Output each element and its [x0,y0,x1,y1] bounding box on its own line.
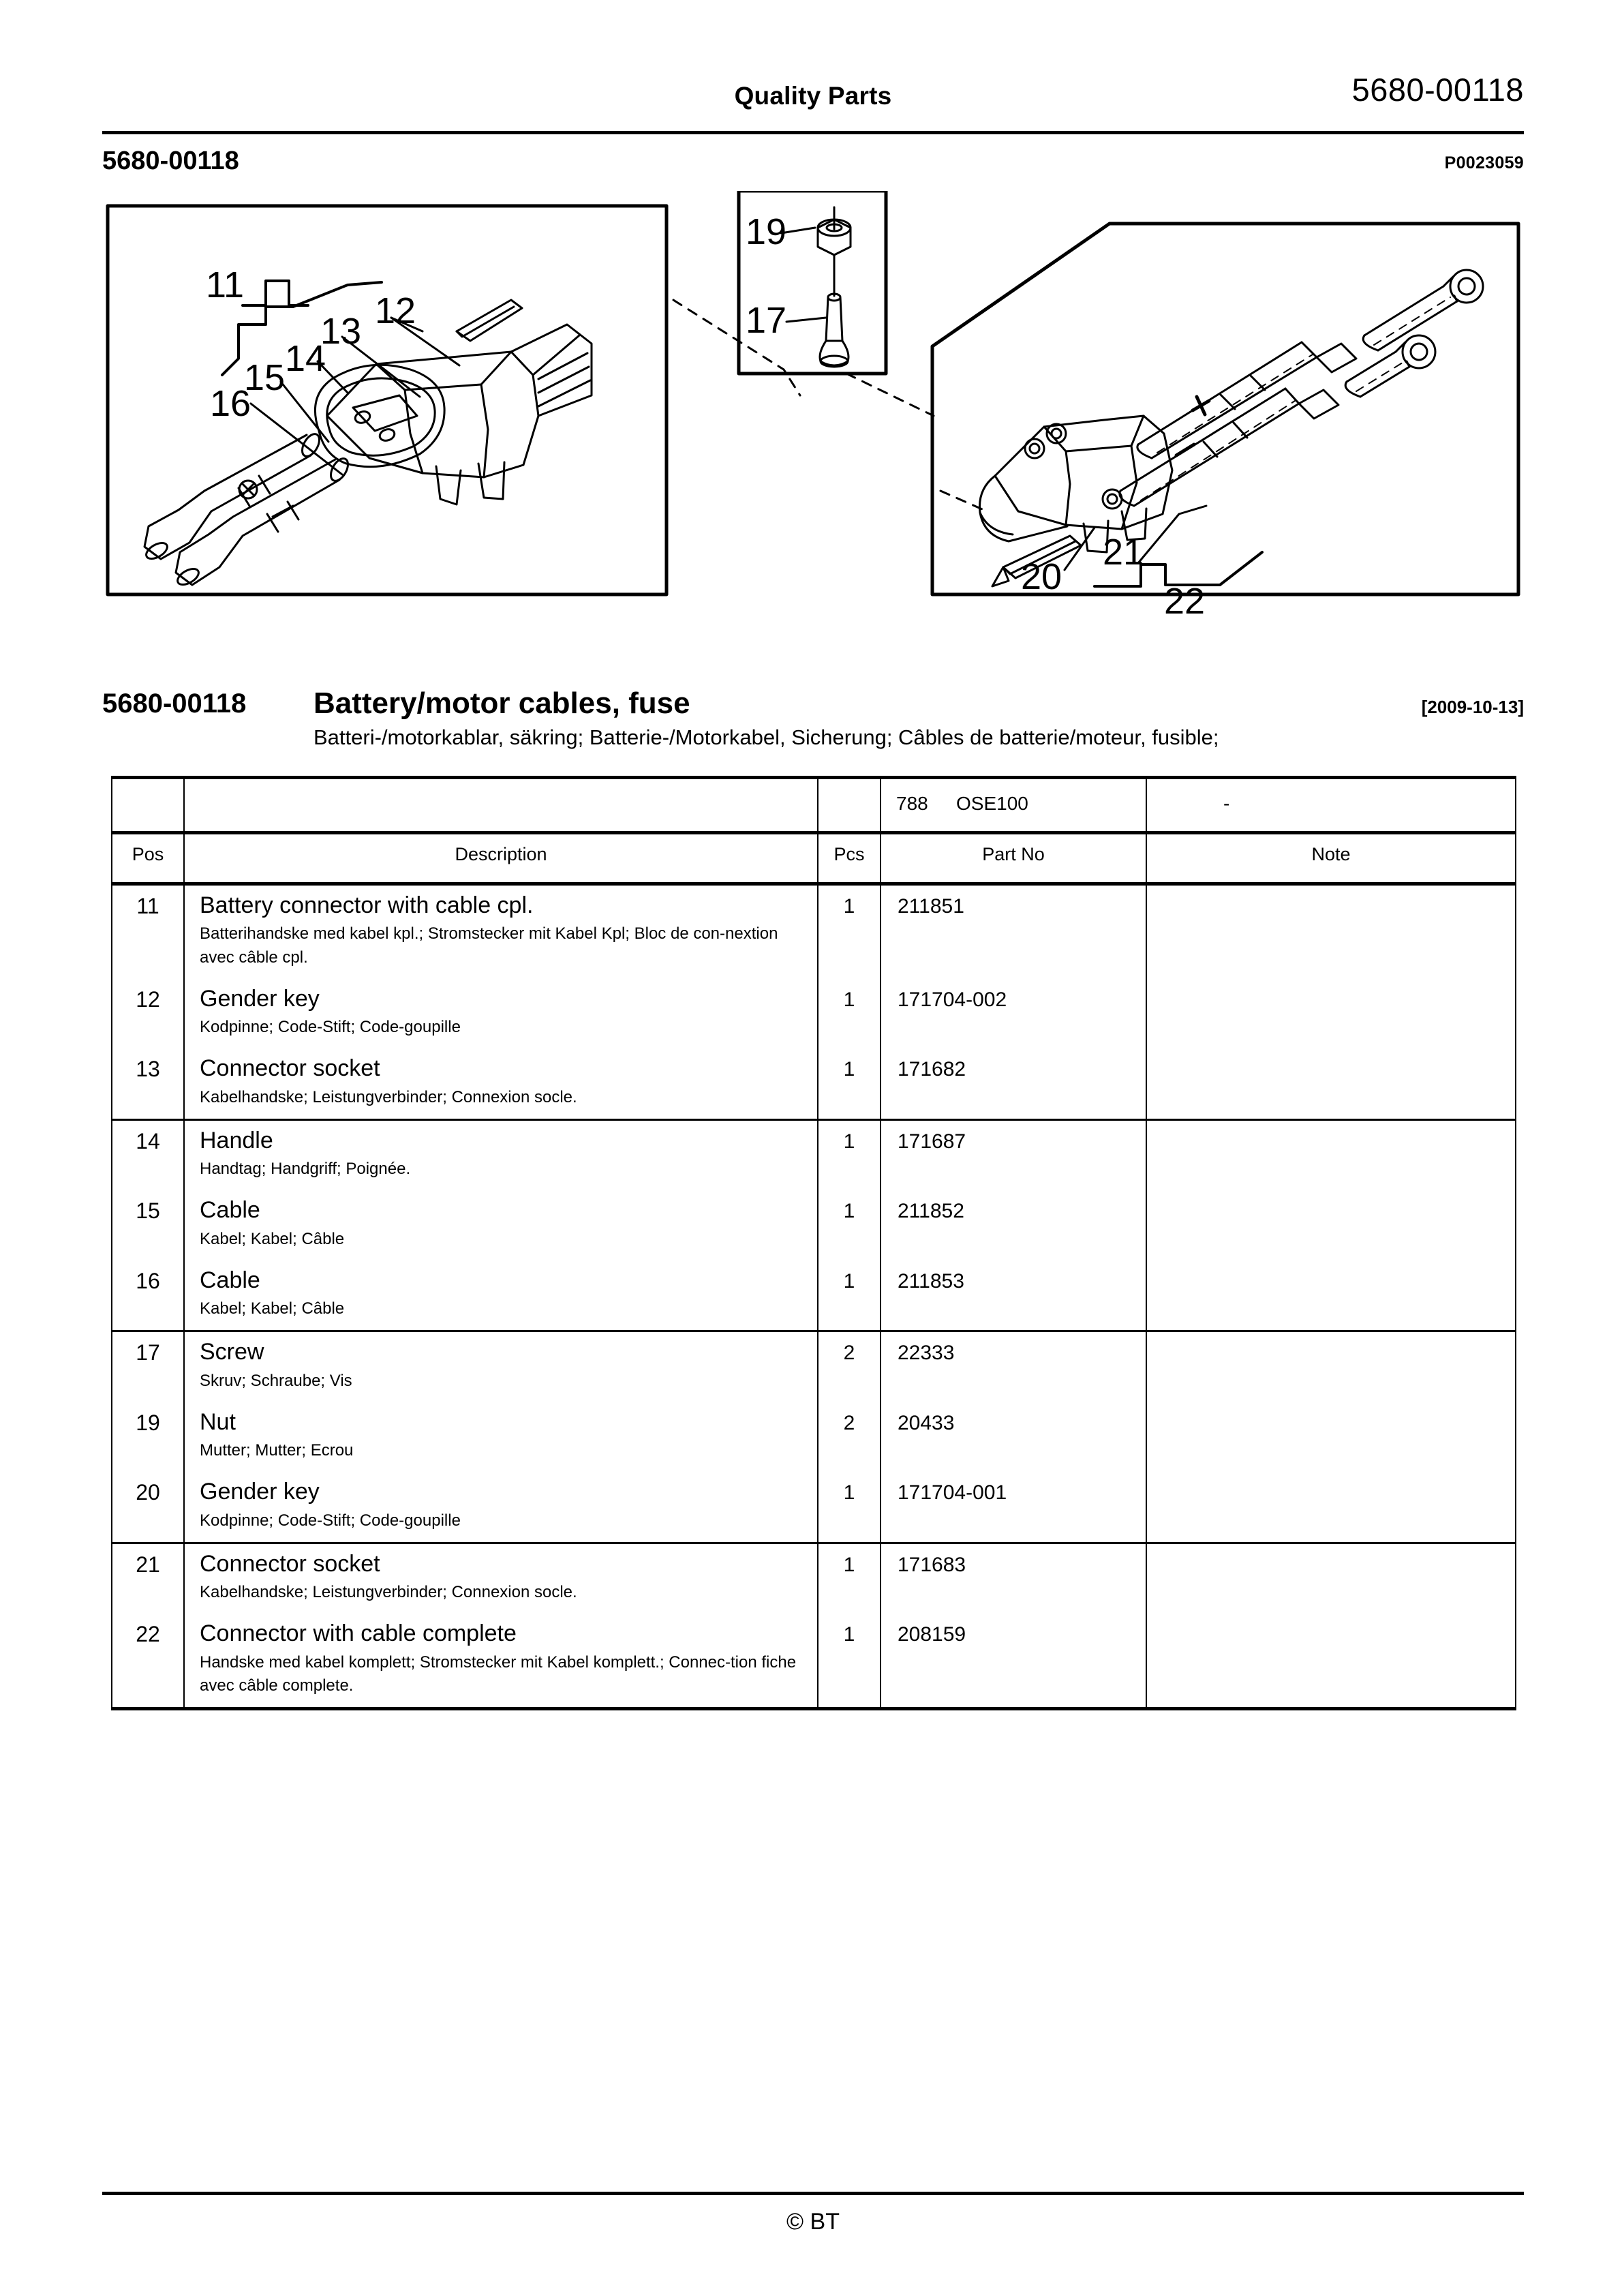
cell-pcs: 1 [818,1119,881,1190]
footer-copyright: © BT [786,2209,840,2235]
part-name-translations: Handtag; Handgriff; Poignée. [200,1160,411,1179]
cell-part-no[interactable]: 171687 [881,1119,1146,1190]
model-note [1146,778,1516,833]
part-name: Battery connector with cable cpl. [200,892,534,918]
part-name-translations: Kodpinne; Code-Stift; Code-goupille [200,1018,461,1037]
band-blank-pos [112,778,184,833]
cell-part-no[interactable]: 171683 [881,1543,1146,1614]
cell-description [184,1402,818,1472]
col-header-part-no: Part No [881,833,1146,884]
cell-pcs: 1 [818,1614,881,1708]
callout-19: 19 [746,211,787,252]
table-row[interactable] [112,1190,1516,1260]
model-band-row [112,778,1516,833]
cell-note [1146,1048,1516,1119]
cell-description [184,1614,818,1708]
exploded-parts-diagram [102,191,1524,668]
callout-21: 21 [1103,532,1144,573]
table-row[interactable] [112,1331,1516,1402]
band-blank-desc [184,778,818,833]
cell-note [1146,1260,1516,1331]
callout-11: 11 [206,265,245,305]
battery-connector-assembly [144,300,592,588]
callout-13: 13 [320,311,362,352]
part-name-translations: Kabel; Kabel; Câble [200,1229,345,1248]
cell-part-no[interactable]: 211852 [881,1190,1146,1260]
table-row[interactable] [112,1614,1516,1708]
part-name: Screw [200,1339,264,1365]
part-name: Connector socket [200,1550,380,1577]
table-row[interactable] [112,979,1516,1049]
nut-part [818,207,851,255]
drawing-reference-code: P0023059 [1444,153,1524,172]
part-name-translations: Kodpinne; Code-Stift; Code-goupille [200,1511,461,1530]
cell-description [184,1543,818,1614]
cell-note [1146,1331,1516,1402]
table-row[interactable] [112,1260,1516,1331]
cell-part-no[interactable]: 208159 [881,1614,1146,1708]
left-panel-frame [108,206,667,594]
section-header [102,147,1524,181]
table-header-row [112,833,1516,884]
cell-pos: 21 [112,1543,184,1614]
cell-part-no[interactable]: 20433 [881,1402,1146,1472]
cell-part-no[interactable]: 22333 [881,1331,1146,1402]
part-name: Nut [200,1408,236,1435]
cell-pos: 16 [112,1260,184,1331]
cell-pcs: 2 [818,1402,881,1472]
table-row[interactable] [112,1472,1516,1543]
page-title: Battery/motor cables, fuse [313,686,690,720]
revision-date: [2009-10-13] [1421,697,1524,717]
callout-15: 15 [244,357,286,398]
section-title-code: 5680-00118 [102,689,247,719]
cell-pos: 22 [112,1614,184,1708]
part-name: Gender key [200,985,320,1012]
model-number: 788 [896,793,928,814]
cell-pos: 12 [112,979,184,1049]
parts-table [111,776,1516,1710]
cell-note [1146,1119,1516,1190]
part-name-translations: Kabelhandske; Leistungverbinder; Connexion socle. [200,1583,577,1602]
callout-17: 17 [746,300,787,341]
cell-description [184,1119,818,1190]
part-name: Cable [200,1267,260,1293]
cell-pcs: 1 [818,884,881,979]
page-title-translations: Batteri-/motorkablar, säkring; Batterie-/Motorkabel, Sicherung; Câbles de batterie/moteur, fusible; [313,725,1219,749]
callout-12: 12 [375,290,416,331]
cell-note [1146,1543,1516,1614]
part-name-translations: Handske med kabel komplett; Stromstecker mit Kabel komplett.; Connec-tion fiche avec câble complete. [200,1652,797,1695]
cell-part-no[interactable]: 211851 [881,884,1146,979]
cell-part-no[interactable]: 171704-001 [881,1472,1146,1543]
screw-part [820,255,848,367]
cell-part-no[interactable]: 171704-002 [881,979,1146,1049]
cell-pos: 17 [112,1331,184,1402]
callout-20: 20 [1021,556,1062,597]
table-row[interactable] [112,1402,1516,1472]
cell-description [184,979,818,1049]
callout-16: 16 [210,383,251,424]
cell-note [1146,979,1516,1049]
table-row[interactable] [112,1048,1516,1119]
part-name-translations: Mutter; Mutter; Ecrou [200,1441,354,1460]
table-row[interactable] [112,884,1516,979]
footer-divider-rule [102,2192,1524,2195]
cell-pcs: 1 [818,979,881,1049]
part-name-translations: Kabelhandske; Leistungverbinder; Connexion socle. [200,1087,577,1106]
cell-pos: 14 [112,1119,184,1190]
cell-description [184,1048,818,1119]
cell-description [184,884,818,979]
section-code: 5680-00118 [102,147,239,175]
cell-description [184,1260,818,1331]
callout-22: 22 [1164,581,1206,622]
cable-lower [175,455,352,588]
cell-pcs: 2 [818,1331,881,1402]
cable-upper [144,431,323,562]
cell-note [1146,1614,1516,1708]
col-header-description: Description [184,833,818,884]
model-note-text: - [1223,793,1230,814]
negative-cable [1120,335,1435,506]
section-title-block [102,686,1524,749]
header-title: Quality Parts [734,82,892,110]
connector-with-cables-assembly [979,270,1483,586]
cell-part-no[interactable]: 171682 [881,1048,1146,1119]
cell-pos: 19 [112,1402,184,1472]
col-header-pcs: Pcs [818,833,881,884]
col-header-note: Note [1146,833,1516,884]
assembly-reference-lines [673,300,987,511]
part-name: Connector socket [200,1055,380,1082]
part-name: Connector with cable complete [200,1620,517,1647]
part-name: Gender key [200,1479,320,1505]
cell-pcs: 1 [818,1543,881,1614]
right-panel-callouts [1065,506,1262,586]
band-blank-pcs [818,778,881,833]
cell-pcs: 1 [818,1190,881,1260]
model-name: OSE100 [956,793,1028,814]
table-row[interactable] [112,1119,1516,1190]
part-name-translations: Skruv; Schraube; Vis [200,1371,352,1390]
cell-description [184,1331,818,1402]
cell-pcs: 1 [818,1472,881,1543]
cell-part-no[interactable]: 211853 [881,1260,1146,1331]
cell-note [1146,1472,1516,1543]
cell-note [1146,1402,1516,1472]
cell-description [184,1190,818,1260]
cell-pos: 20 [112,1472,184,1543]
cell-pcs: 1 [818,1048,881,1119]
part-name-translations: Kabel; Kabel; Câble [200,1299,345,1318]
part-name-translations: Batterihandske med kabel kpl.; Stromstecker mit Kabel Kpl; Bloc de con-nextion avec câble cpl. [200,924,778,967]
callout-14: 14 [285,338,326,379]
col-header-pos: Pos [112,833,184,884]
part-name: Cable [200,1197,260,1224]
header-document-code: 5680-00118 [1351,72,1524,108]
part-name: Handle [200,1127,273,1153]
header-divider-rule [102,131,1524,134]
cell-pos: 15 [112,1190,184,1260]
cell-note [1146,884,1516,979]
cell-pcs: 1 [818,1260,881,1331]
cell-pos: 11 [112,884,184,979]
cell-description [184,1472,818,1543]
diagram-svg [102,191,1524,668]
cell-note [1146,1190,1516,1260]
table-row[interactable] [112,1543,1516,1614]
model-identifier [881,778,1146,833]
cell-pos: 13 [112,1048,184,1119]
page-header [102,72,1524,130]
